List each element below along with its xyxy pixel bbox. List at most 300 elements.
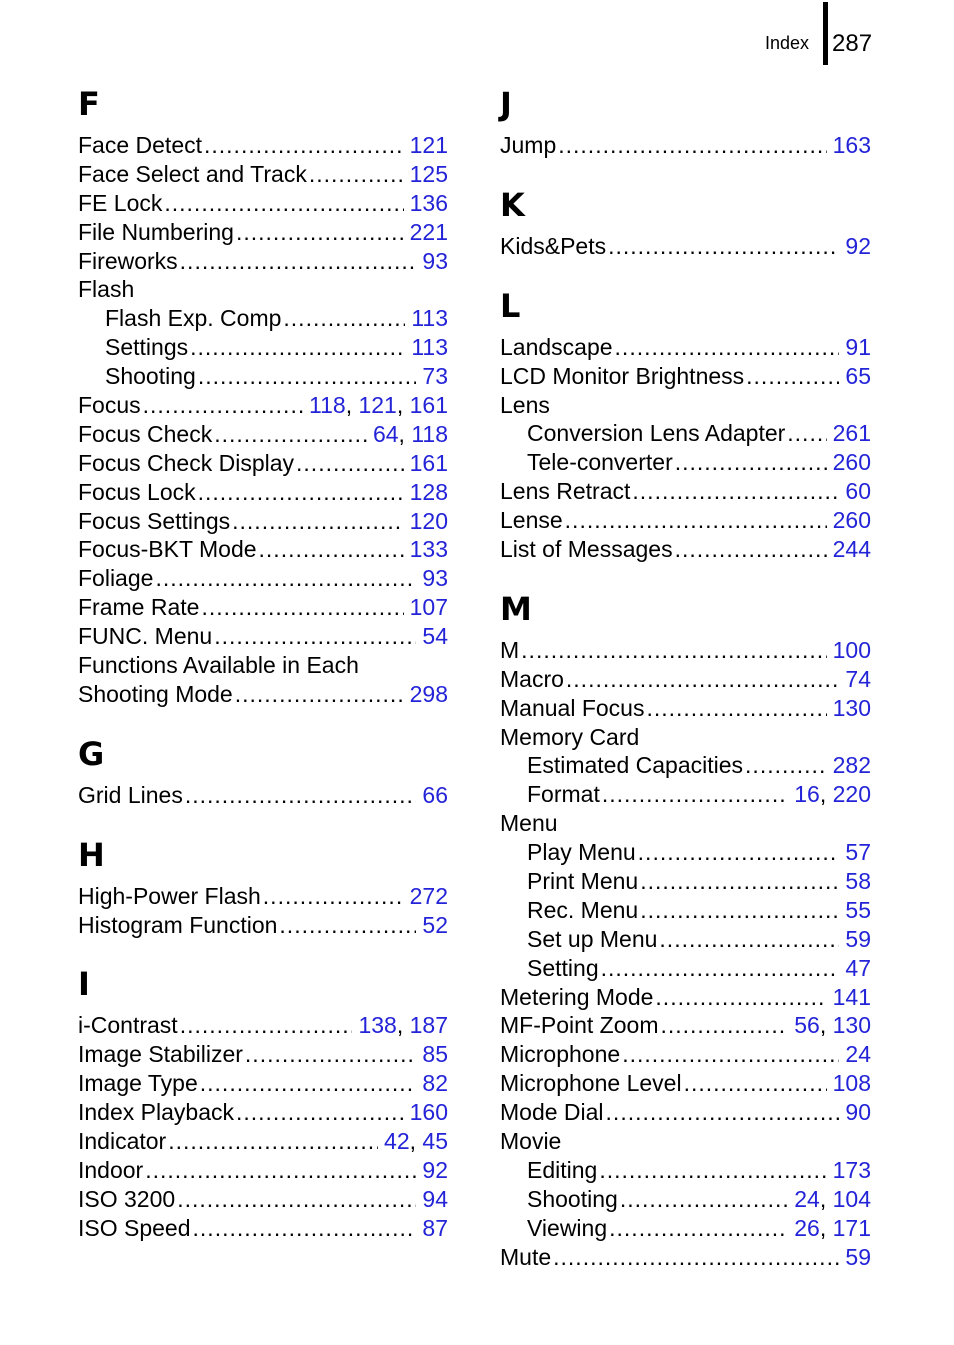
dot-leader bbox=[640, 867, 839, 896]
dot-leader bbox=[185, 781, 417, 810]
page-link[interactable]: 16 bbox=[794, 781, 820, 808]
page-link[interactable]: 85 bbox=[422, 1041, 448, 1068]
page-link[interactable]: 261 bbox=[832, 420, 871, 447]
entry-term: High-Power Flash bbox=[78, 882, 261, 909]
entry-term: Metering Mode bbox=[500, 983, 654, 1010]
dot-leader bbox=[606, 1098, 840, 1127]
page-refs bbox=[422, 1040, 448, 1069]
index-subentry bbox=[500, 896, 871, 925]
page-separator: , bbox=[819, 781, 833, 808]
page-separator: , bbox=[819, 1012, 833, 1039]
entry-term: Indoor bbox=[78, 1156, 144, 1183]
page-link[interactable]: 59 bbox=[845, 1243, 871, 1270]
page-link[interactable]: 260 bbox=[832, 449, 871, 476]
index-entry bbox=[500, 1069, 871, 1098]
index-entry bbox=[500, 391, 871, 420]
entry-term: Frame Rate bbox=[78, 594, 200, 621]
section-letter: G bbox=[78, 734, 105, 773]
page-separator: , bbox=[409, 1128, 423, 1155]
page-link[interactable]: 93 bbox=[422, 247, 448, 274]
page-link[interactable]: 73 bbox=[422, 363, 448, 390]
index-entry bbox=[78, 1156, 448, 1185]
page-link[interactable]: 47 bbox=[845, 954, 871, 981]
entry-term: Focus Check Display bbox=[78, 449, 295, 476]
dot-leader bbox=[309, 160, 404, 189]
page-refs bbox=[422, 247, 448, 276]
section-letter: F bbox=[78, 85, 100, 123]
index-entry bbox=[500, 477, 871, 506]
entry-term: ISO 3200 bbox=[78, 1185, 176, 1212]
index-subentry bbox=[78, 333, 448, 362]
entry-term: Play Menu bbox=[527, 839, 636, 866]
index-entry bbox=[500, 362, 871, 391]
entry-term: ISO Speed bbox=[78, 1214, 191, 1241]
page-refs bbox=[422, 781, 448, 810]
entry-term: Shooting bbox=[527, 1185, 618, 1212]
entry-term: Flash Exp. Comp bbox=[105, 305, 282, 332]
entry-term: Lens bbox=[500, 391, 550, 418]
page-refs bbox=[845, 1098, 871, 1127]
page-refs bbox=[845, 925, 871, 954]
page-separator: , bbox=[396, 392, 410, 419]
page-refs bbox=[411, 304, 448, 333]
dot-leader bbox=[553, 1243, 839, 1272]
index-entry bbox=[500, 665, 871, 694]
dot-leader bbox=[602, 780, 788, 809]
page-link[interactable]: 100 bbox=[832, 636, 871, 663]
index-entry bbox=[78, 622, 448, 651]
page-link[interactable]: 65 bbox=[845, 362, 871, 389]
dot-leader bbox=[263, 882, 404, 911]
section-letter: M bbox=[500, 589, 532, 628]
page-link[interactable]: 107 bbox=[409, 594, 448, 621]
page-link[interactable]: 42 bbox=[384, 1128, 410, 1155]
dot-leader bbox=[283, 304, 405, 333]
page-link[interactable]: 220 bbox=[832, 781, 871, 808]
page-refs bbox=[410, 535, 448, 564]
index-entry bbox=[78, 593, 448, 622]
index-entry bbox=[78, 1069, 448, 1098]
page-refs bbox=[845, 477, 871, 506]
index-section-m bbox=[500, 587, 871, 1272]
entry-term: i-Contrast bbox=[78, 1012, 178, 1039]
index-entry bbox=[78, 449, 448, 478]
index-subentry bbox=[500, 925, 871, 954]
dot-leader bbox=[660, 1011, 788, 1040]
dot-leader bbox=[198, 362, 417, 391]
page-link[interactable]: 121 bbox=[409, 132, 448, 158]
page-link[interactable]: 141 bbox=[832, 983, 871, 1010]
page-link[interactable]: 282 bbox=[832, 752, 871, 779]
page-refs bbox=[833, 506, 871, 535]
page-link[interactable]: 57 bbox=[845, 839, 871, 866]
page-link[interactable]: 66 bbox=[422, 781, 448, 808]
dot-leader bbox=[638, 838, 840, 867]
entry-term: Settings bbox=[105, 334, 189, 361]
page-link[interactable]: 94 bbox=[422, 1185, 448, 1212]
index-entry bbox=[78, 882, 448, 911]
index-entry bbox=[78, 781, 448, 810]
page-link[interactable]: 26 bbox=[794, 1214, 820, 1241]
page-link[interactable]: 45 bbox=[422, 1128, 448, 1155]
page-link[interactable]: 130 bbox=[832, 694, 871, 721]
dot-leader bbox=[787, 419, 826, 448]
index-subentry bbox=[500, 780, 871, 809]
entry-term: Shooting Mode bbox=[78, 680, 233, 707]
page-refs bbox=[794, 1011, 871, 1040]
page-refs bbox=[833, 1069, 871, 1098]
page-link[interactable]: 173 bbox=[832, 1156, 871, 1183]
entry-term: Manual Focus bbox=[500, 694, 645, 721]
page-link[interactable]: 138 bbox=[358, 1012, 397, 1039]
page-link[interactable]: 104 bbox=[832, 1185, 871, 1212]
entry-term: Indicator bbox=[78, 1128, 167, 1155]
index-subentry bbox=[500, 954, 871, 983]
page-link[interactable]: 55 bbox=[845, 896, 871, 923]
dot-leader bbox=[177, 1185, 416, 1214]
page-separator: , bbox=[345, 392, 359, 419]
page-refs bbox=[845, 896, 871, 925]
page-refs bbox=[833, 419, 871, 448]
page-refs bbox=[373, 420, 448, 449]
page-refs bbox=[411, 333, 448, 362]
entry-term: Editing bbox=[527, 1156, 598, 1183]
index-entry bbox=[78, 1127, 448, 1156]
index-column-left bbox=[78, 82, 448, 1266]
entry-term: Setting bbox=[527, 954, 599, 981]
entry-term: Menu bbox=[500, 810, 558, 837]
page-refs bbox=[410, 449, 448, 478]
dot-leader bbox=[684, 1069, 827, 1098]
index-entry bbox=[500, 636, 871, 665]
entry-term: Focus Lock bbox=[78, 478, 196, 505]
page-link[interactable]: 260 bbox=[832, 507, 871, 534]
entry-term: Memory Card bbox=[500, 723, 640, 750]
page-link[interactable]: 187 bbox=[409, 1012, 448, 1039]
section-letter: J bbox=[500, 85, 512, 123]
dot-leader bbox=[659, 925, 839, 954]
dot-leader bbox=[155, 564, 416, 593]
page-link[interactable]: 113 bbox=[411, 305, 448, 332]
page-link[interactable]: 160 bbox=[409, 1099, 448, 1126]
index-entry bbox=[500, 1098, 871, 1127]
dot-leader bbox=[746, 362, 839, 391]
index-section-k bbox=[500, 183, 871, 261]
page-link[interactable]: 74 bbox=[845, 665, 871, 692]
dot-leader bbox=[145, 1156, 416, 1185]
dot-leader bbox=[566, 665, 840, 694]
index-entry bbox=[78, 247, 448, 276]
page-link[interactable]: 298 bbox=[409, 680, 448, 707]
index-entry bbox=[78, 478, 448, 507]
section-letter: L bbox=[500, 286, 521, 325]
index-subentry bbox=[78, 362, 448, 391]
entry-term: M bbox=[500, 636, 520, 663]
dot-leader bbox=[279, 911, 416, 940]
page-link[interactable]: 92 bbox=[422, 1156, 448, 1183]
entry-term: Jump bbox=[500, 132, 557, 158]
page-refs bbox=[410, 680, 448, 709]
index-subentry bbox=[500, 448, 871, 477]
index-entry bbox=[78, 651, 448, 680]
index-entry bbox=[500, 333, 871, 362]
page-separator: , bbox=[819, 1185, 833, 1212]
page-link[interactable]: 113 bbox=[411, 334, 448, 361]
page-refs bbox=[845, 232, 871, 261]
entry-term: Conversion Lens Adapter bbox=[527, 420, 786, 447]
page-refs bbox=[309, 391, 448, 420]
dot-leader bbox=[180, 247, 417, 276]
page-refs bbox=[833, 131, 871, 160]
page-refs bbox=[422, 911, 448, 940]
page-refs bbox=[422, 1185, 448, 1214]
entry-term: Tele-converter bbox=[527, 449, 673, 476]
page-link[interactable]: 125 bbox=[409, 160, 448, 187]
entry-term: Face Detect bbox=[78, 132, 202, 158]
index-section-f bbox=[78, 82, 448, 709]
page-link[interactable]: 64 bbox=[372, 420, 399, 447]
index-entry bbox=[78, 160, 448, 189]
entry-term: Estimated Capacities bbox=[527, 752, 744, 779]
dot-leader bbox=[214, 420, 367, 449]
page-refs bbox=[410, 1098, 448, 1127]
page-link[interactable]: 136 bbox=[409, 189, 448, 216]
index-entry bbox=[500, 809, 871, 838]
dot-leader bbox=[164, 189, 403, 218]
entry-term: Mode Dial bbox=[500, 1099, 604, 1126]
page-link[interactable]: 128 bbox=[409, 478, 448, 505]
page-link[interactable]: 120 bbox=[409, 507, 448, 534]
entry-term: LCD Monitor Brightness bbox=[500, 362, 745, 389]
entry-term: Mute bbox=[500, 1243, 552, 1270]
dot-leader bbox=[198, 478, 404, 507]
index-entry bbox=[78, 189, 448, 218]
entry-term: Image Type bbox=[78, 1070, 198, 1097]
page-refs bbox=[845, 1243, 871, 1272]
page-link[interactable]: 58 bbox=[845, 868, 871, 895]
dot-leader bbox=[201, 593, 403, 622]
dot-leader bbox=[640, 896, 839, 925]
index-subentry bbox=[500, 867, 871, 896]
page-link[interactable]: 60 bbox=[845, 478, 871, 505]
page-refs bbox=[845, 1040, 871, 1069]
entry-term: Lense bbox=[500, 507, 563, 534]
index-entry bbox=[500, 535, 871, 564]
page-link[interactable]: 24 bbox=[845, 1041, 871, 1068]
page-link[interactable]: 133 bbox=[409, 536, 448, 563]
page-refs bbox=[422, 362, 448, 391]
index-section-g bbox=[78, 732, 448, 810]
page-link[interactable]: 56 bbox=[794, 1012, 820, 1039]
entry-term: Fireworks bbox=[78, 247, 178, 274]
entry-term: Index Playback bbox=[78, 1099, 234, 1126]
entry-term: Functions Available in Each bbox=[78, 652, 359, 679]
entry-term: Focus-BKT Mode bbox=[78, 536, 257, 563]
index-entry bbox=[500, 1243, 871, 1272]
header-rule bbox=[823, 2, 828, 65]
dot-leader bbox=[200, 1069, 417, 1098]
dot-leader bbox=[646, 694, 826, 723]
page-link[interactable]: 108 bbox=[832, 1070, 871, 1097]
page-refs bbox=[422, 1214, 448, 1243]
page-refs bbox=[833, 448, 871, 477]
index-entry bbox=[78, 1011, 448, 1040]
page-refs bbox=[410, 189, 448, 218]
page-header bbox=[0, 0, 954, 70]
dot-leader bbox=[675, 448, 827, 477]
entry-term: Macro bbox=[500, 665, 564, 692]
entry-term: Focus bbox=[78, 392, 141, 419]
entry-term: Format bbox=[527, 781, 600, 808]
page-refs bbox=[410, 507, 448, 536]
dot-leader bbox=[143, 391, 303, 420]
page-refs bbox=[794, 780, 871, 809]
index-entry bbox=[78, 131, 448, 160]
entry-term: Lens Retract bbox=[500, 478, 631, 505]
entry-term: Face Select and Track bbox=[78, 160, 307, 187]
page-link[interactable]: 54 bbox=[422, 623, 448, 650]
dot-leader bbox=[622, 1040, 839, 1069]
dot-leader bbox=[558, 131, 826, 160]
index-entry bbox=[500, 506, 871, 535]
index-subentry bbox=[500, 1214, 871, 1243]
index-subentry bbox=[500, 751, 871, 780]
page-link[interactable]: 92 bbox=[845, 232, 871, 259]
page-link[interactable]: 90 bbox=[845, 1099, 871, 1126]
index-entry bbox=[78, 275, 448, 304]
entry-term: Landscape bbox=[500, 333, 613, 360]
page-refs bbox=[845, 665, 871, 694]
dot-leader bbox=[609, 1214, 788, 1243]
index-entry bbox=[78, 535, 448, 564]
page-link[interactable]: 93 bbox=[422, 565, 448, 592]
entry-term: Viewing bbox=[527, 1214, 608, 1241]
entry-term: Image Stabilizer bbox=[78, 1041, 243, 1068]
page-link[interactable]: 161 bbox=[409, 392, 448, 419]
page-separator: , bbox=[819, 1214, 833, 1241]
page-refs bbox=[410, 882, 448, 911]
index-entry bbox=[500, 232, 871, 261]
page-refs bbox=[845, 954, 871, 983]
dot-leader bbox=[608, 232, 839, 261]
dot-leader bbox=[632, 477, 839, 506]
entry-term: Microphone Level bbox=[500, 1070, 682, 1097]
dot-leader bbox=[245, 1040, 416, 1069]
page-refs bbox=[845, 362, 871, 391]
dot-leader bbox=[236, 1098, 404, 1127]
entry-term: Grid Lines bbox=[78, 781, 183, 808]
dot-leader bbox=[565, 506, 827, 535]
page-refs bbox=[833, 751, 871, 780]
index-entry bbox=[78, 1098, 448, 1127]
page-link[interactable]: 118 bbox=[411, 420, 448, 447]
dot-leader bbox=[236, 218, 404, 247]
entry-term: Flash bbox=[78, 276, 135, 303]
page-link[interactable]: 130 bbox=[832, 1012, 871, 1039]
index-entry bbox=[78, 420, 448, 449]
section-letter: K bbox=[500, 185, 525, 224]
page-link[interactable]: 121 bbox=[358, 392, 397, 419]
page-refs bbox=[833, 983, 871, 1012]
index-entry bbox=[78, 507, 448, 536]
index-section-h bbox=[78, 833, 448, 940]
dot-leader bbox=[599, 1156, 826, 1185]
entry-term: Shooting bbox=[105, 363, 196, 390]
dot-leader bbox=[204, 131, 404, 160]
page-link[interactable]: 87 bbox=[422, 1214, 448, 1241]
entry-term: FE Lock bbox=[78, 189, 163, 216]
dot-leader bbox=[601, 954, 840, 983]
index-section-j bbox=[500, 82, 871, 160]
entry-term: Histogram Function bbox=[78, 911, 278, 938]
page-link[interactable]: 272 bbox=[409, 882, 448, 909]
dot-leader bbox=[655, 983, 826, 1012]
page-link[interactable]: 52 bbox=[422, 911, 448, 938]
page-refs bbox=[845, 867, 871, 896]
index-entry bbox=[500, 694, 871, 723]
index-subentry bbox=[500, 1185, 871, 1214]
index-entry bbox=[500, 1011, 871, 1040]
page-link[interactable]: 221 bbox=[409, 218, 448, 245]
page-link[interactable]: 118 bbox=[309, 392, 346, 419]
page-refs bbox=[410, 218, 448, 247]
page-link[interactable]: 24 bbox=[794, 1185, 820, 1212]
page-link[interactable]: 163 bbox=[832, 132, 871, 158]
index-subentry bbox=[500, 1156, 871, 1185]
index-entry bbox=[78, 564, 448, 593]
page-separator: , bbox=[396, 1012, 410, 1039]
index-subentry bbox=[500, 838, 871, 867]
page-link[interactable]: 59 bbox=[845, 925, 871, 952]
index-entry bbox=[500, 131, 871, 160]
index-entry bbox=[78, 911, 448, 940]
dot-leader bbox=[675, 535, 827, 564]
page-refs bbox=[384, 1127, 448, 1156]
index-entry bbox=[78, 1185, 448, 1214]
index-entry bbox=[78, 1214, 448, 1243]
index-entry bbox=[78, 391, 448, 420]
index-section-l bbox=[500, 284, 871, 564]
section-letter: H bbox=[78, 835, 105, 874]
index-column-right bbox=[500, 82, 871, 1295]
entry-term: FUNC. Menu bbox=[78, 623, 213, 650]
index-subentry bbox=[500, 419, 871, 448]
page-refs bbox=[845, 838, 871, 867]
page-refs bbox=[422, 564, 448, 593]
entry-term: Kids&Pets bbox=[500, 232, 607, 259]
page-refs bbox=[422, 1156, 448, 1185]
entry-term: Foliage bbox=[78, 565, 154, 592]
page-refs bbox=[833, 636, 871, 665]
page-link[interactable]: 82 bbox=[422, 1070, 448, 1097]
running-head-label: Index bbox=[765, 33, 810, 53]
index-entry bbox=[78, 680, 448, 709]
page-link[interactable]: 91 bbox=[845, 333, 871, 360]
page-refs bbox=[794, 1214, 871, 1243]
page-link[interactable]: 171 bbox=[832, 1214, 871, 1241]
page-link[interactable]: 244 bbox=[832, 536, 871, 563]
page-link[interactable]: 161 bbox=[409, 449, 448, 476]
page-refs bbox=[422, 1069, 448, 1098]
page-refs bbox=[358, 1011, 448, 1040]
index-section-i bbox=[78, 962, 448, 1242]
entry-term: File Numbering bbox=[78, 218, 234, 245]
page-number: 287 bbox=[832, 30, 873, 57]
entry-term: Focus Settings bbox=[78, 507, 231, 534]
page-refs bbox=[833, 535, 871, 564]
dot-leader bbox=[620, 1185, 788, 1214]
index-entry bbox=[500, 1127, 871, 1156]
